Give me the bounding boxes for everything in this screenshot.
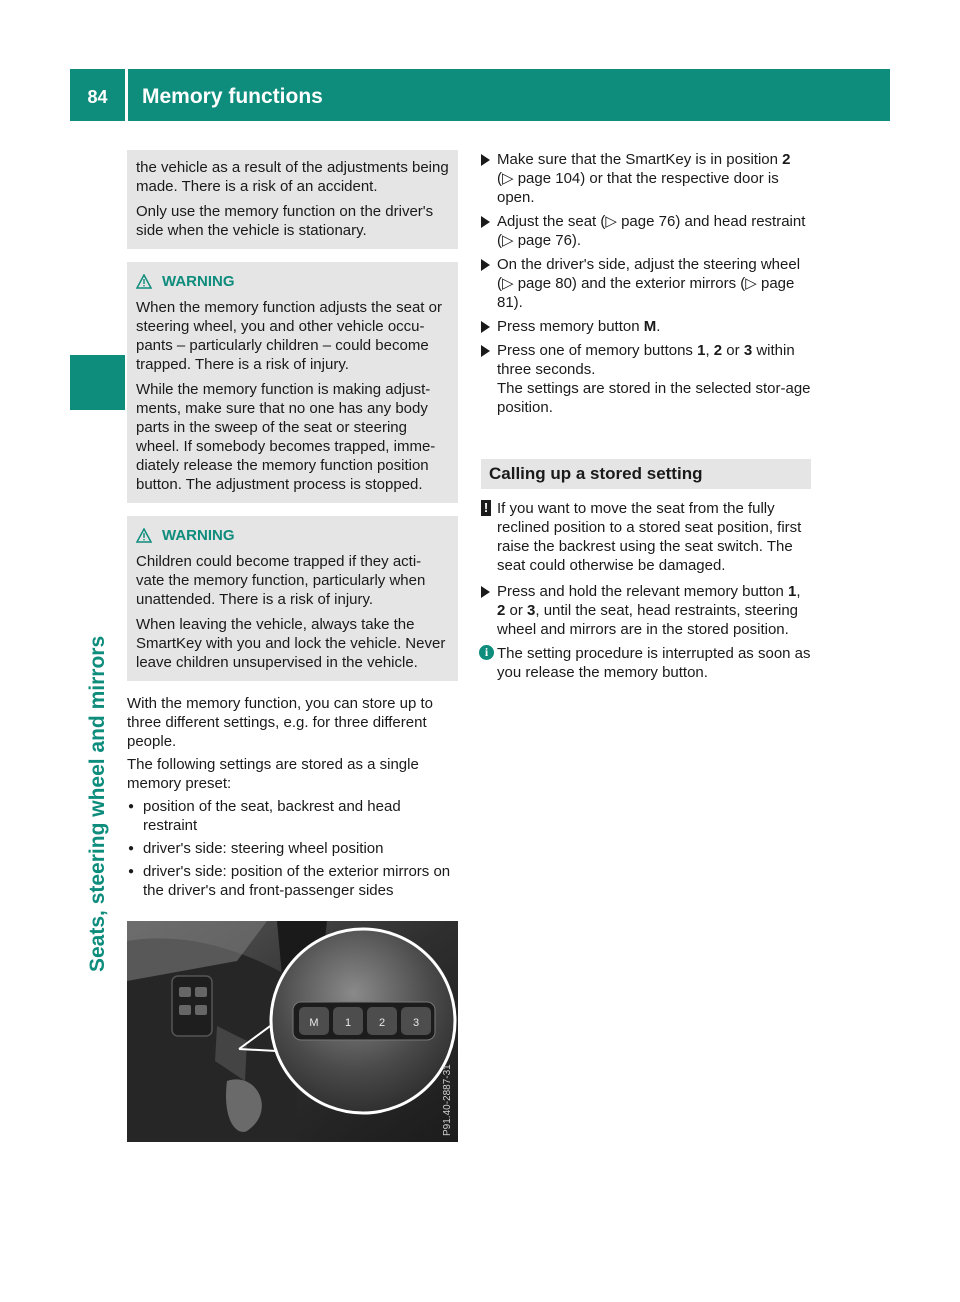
warning-text: the vehicle as a result of the adjustments being made. There is a risk of an accident. <box>136 159 449 195</box>
door-panel-illustration <box>127 921 458 1142</box>
step-emphasis: 1 <box>788 583 797 600</box>
warning-box <box>127 516 458 681</box>
chapter-side-label: Seats, steering wheel and mirrors <box>86 635 109 972</box>
list-item: ● driver's side: position of the exterior mirrors on the driver's and front-passenger sides <box>127 862 458 900</box>
list-item: ● driver's side: steering wheel position <box>127 839 458 858</box>
page-number: 84 <box>87 87 108 107</box>
stored-settings-list <box>127 797 458 900</box>
step-text: Adjust the seat (▷ page 76) and head restraint (▷ page 76). <box>497 213 806 249</box>
step-emphasis: 3 <box>743 342 753 359</box>
step-text: or <box>505 602 528 619</box>
warning-text: Children could become trapped if they acti-vate the memory function, particularly when unattended. There is a risk of injury. <box>136 553 426 608</box>
page-title: Memory functions <box>142 85 323 108</box>
paragraph: The following settings are stored as a single memory preset: <box>127 756 419 792</box>
right-column <box>481 150 811 689</box>
paragraph: With the memory function, you can store up to three different settings, e.g. for three different people. <box>127 695 433 750</box>
step-text: , <box>796 583 801 600</box>
caution-note <box>481 499 811 575</box>
instruction-step <box>481 212 811 250</box>
warning-triangle-icon <box>136 274 152 289</box>
warning-heading <box>136 272 449 291</box>
caution-text: If you want to move the seat from the fully reclined position to a stored seat position, first raise the backrest using the seat switch. The seat could otherwise be damaged. <box>497 500 802 574</box>
section-heading <box>481 459 811 489</box>
instruction-step <box>481 582 811 639</box>
instruction-step <box>481 341 811 417</box>
warning-label: WARNING <box>162 273 235 290</box>
memory-button-2-label: 2 <box>378 1017 386 1029</box>
step-text: Press and hold the relevant memory button <box>497 583 788 600</box>
memory-button-3-label: 3 <box>412 1017 420 1029</box>
warning-heading <box>136 526 449 545</box>
step-arrow-icon <box>481 321 490 333</box>
step-emphasis: 2 <box>497 602 506 619</box>
memory-button-m-label: M <box>309 1017 319 1029</box>
step-text: Make sure that the SmartKey is in position <box>497 151 783 168</box>
step-text: within three seconds. <box>497 342 795 378</box>
warning-text: While the memory function is making adjust-ments, make sure that no one has any body parts in the sweep of the seat or steering wheel. If somebody becomes trapped, imme-diately release the memory function position button. The adjustment process is stopped. <box>136 381 436 493</box>
step-text: . <box>656 318 661 335</box>
step-arrow-icon <box>481 216 490 228</box>
step-arrow-icon <box>481 259 490 271</box>
list-item: ● position of the seat, backrest and head restraint <box>127 797 458 835</box>
info-note <box>481 644 811 682</box>
warning-text: When leaving the vehicle, always take the SmartKey with you and lock the vehicle. Never leave children unsupervised in the vehicle. <box>136 616 446 671</box>
body-text <box>127 694 458 900</box>
section-tab-marker <box>70 355 125 410</box>
warning-box <box>127 262 458 503</box>
warning-text: Only use the memory function on the driver's side when the vehicle is stationary. <box>136 203 434 239</box>
instruction-step <box>481 255 811 312</box>
memory-button-1-label: 1 <box>344 1017 352 1029</box>
step-emphasis: 3 <box>527 602 536 619</box>
step-emphasis: 2 <box>713 342 723 359</box>
warning-label: WARNING <box>162 527 235 544</box>
step-emphasis: 1 <box>697 342 706 359</box>
step-arrow-icon <box>481 586 490 598</box>
step-arrow-icon <box>481 345 490 357</box>
info-text: The setting procedure is interrupted as soon as you release the memory button. <box>497 645 811 681</box>
step-emphasis: M <box>643 318 657 335</box>
continued-warning-box <box>127 150 458 249</box>
store-steps-list <box>481 150 811 417</box>
info-icon: i <box>479 645 494 660</box>
step-text: Press memory button <box>497 318 644 335</box>
memory-buttons-photo <box>127 921 458 1142</box>
step-text: , <box>705 342 714 359</box>
step-emphasis: 2 <box>782 151 791 168</box>
step-text: Press one of memory buttons <box>497 342 698 359</box>
instruction-step <box>481 150 811 207</box>
step-text: or <box>722 342 744 359</box>
warning-triangle-icon <box>136 528 152 543</box>
step-text: (▷ page 104) or that the respective door is open. <box>497 170 779 206</box>
warning-text: When the memory function adjusts the seat or steering wheel, you and other vehicle occu-pants – particularly children – could become trapped. There is a risk of injury. <box>136 299 442 373</box>
recall-steps-list <box>481 582 811 639</box>
left-column <box>127 150 458 904</box>
step-text: On the driver's side, adjust the steering wheel (▷ page 80) and the exterior mirrors (▷ page 81). <box>497 256 801 311</box>
step-text: , until the seat, head restraints, steering wheel and mirrors are in the stored position. <box>497 602 799 638</box>
step-arrow-icon <box>481 154 490 166</box>
step-result: The settings are stored in the selected stor-age position. <box>497 380 811 416</box>
figure-code: P91.40-2887-31 <box>442 1064 453 1136</box>
instruction-step <box>481 317 811 336</box>
header-divider <box>125 69 128 121</box>
caution-icon: ! <box>481 500 491 516</box>
section-title: Calling up a stored setting <box>489 464 703 483</box>
